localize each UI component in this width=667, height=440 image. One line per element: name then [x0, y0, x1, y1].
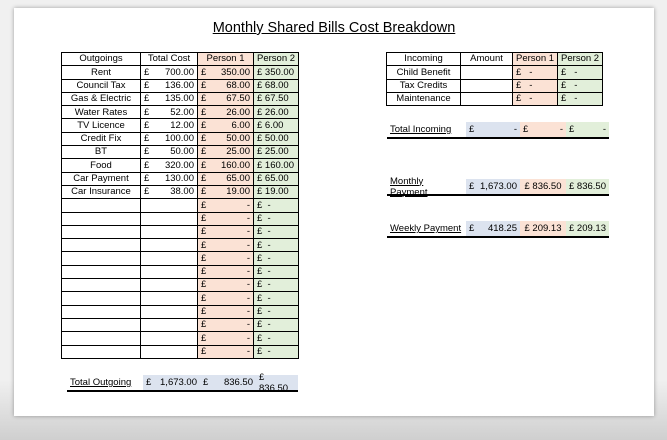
header-amount[interactable]: Amount: [461, 53, 513, 66]
outgoing-person1-cell[interactable]: [198, 305, 254, 318]
total-incoming-label[interactable]: Total Incoming: [390, 124, 452, 135]
outgoing-person1-cell[interactable]: [198, 279, 254, 292]
outgoing-person1-amount: -: [246, 266, 250, 278]
outgoing-person2-cell[interactable]: £ -: [254, 252, 299, 265]
currency-symbol: £: [144, 173, 150, 185]
outgoing-label-cell[interactable]: [62, 305, 141, 318]
incoming-label-cell[interactable]: Child Benefit: [387, 66, 461, 79]
outgoing-total-amount: 700.00: [164, 66, 194, 78]
currency-symbol: £: [201, 186, 207, 198]
outgoing-person2-cell[interactable]: £ -: [254, 345, 299, 358]
outgoing-label-cell[interactable]: Rent: [62, 66, 141, 79]
currency-symbol: £: [201, 66, 207, 78]
outgoing-person1-cell[interactable]: [198, 199, 254, 212]
currency-symbol: £: [201, 332, 207, 344]
total-incoming-value[interactable]: [466, 122, 520, 137]
outgoing-label-cell[interactable]: [62, 239, 141, 252]
weekly-payment-row: [387, 221, 609, 238]
currency-symbol: £: [144, 133, 150, 145]
currency-symbol: £: [469, 223, 475, 234]
currency-symbol: £: [144, 186, 150, 198]
currency-symbol: £: [201, 93, 207, 105]
outgoing-person2-cell[interactable]: £ 67.50: [254, 92, 299, 105]
outgoing-person2-cell[interactable]: £ -: [254, 279, 299, 292]
incoming-amount-cell[interactable]: [461, 79, 513, 92]
outgoing-person1-cell[interactable]: [198, 185, 254, 198]
outgoing-person2-cell[interactable]: £ 6.00: [254, 119, 299, 132]
currency-symbol: £: [144, 159, 150, 171]
outgoing-person1-amount: 19.00: [226, 186, 250, 198]
outgoing-person1-amount: 65.00: [226, 173, 250, 185]
outgoing-person1-amount: 68.00: [226, 79, 250, 91]
outgoing-total-cell[interactable]: [141, 92, 198, 105]
outgoing-total-amount: 130.00: [164, 173, 194, 185]
header-person1[interactable]: Person 1: [513, 53, 558, 66]
total-outgoing-person1[interactable]: [200, 375, 256, 390]
weekly-payment-person2[interactable]: £ 209.13: [566, 221, 609, 236]
outgoing-person1-cell[interactable]: [198, 106, 254, 119]
currency-symbol: £: [144, 106, 150, 118]
page-title: Monthly Shared Bills Cost Breakdown: [212, 20, 456, 36]
outgoing-total-amount: 320.00: [164, 159, 194, 171]
weekly-payment-value[interactable]: [466, 221, 520, 236]
currency-symbol: £: [144, 146, 150, 158]
currency-symbol: £: [201, 212, 207, 224]
incoming-label-cell[interactable]: Maintenance: [387, 92, 461, 105]
currency-symbol: £: [201, 279, 207, 291]
outgoing-label-cell[interactable]: [62, 265, 141, 278]
outgoings-row: [62, 159, 299, 172]
outgoing-label-cell[interactable]: BT: [62, 146, 141, 159]
total-incoming-person2[interactable]: [566, 122, 609, 137]
outgoing-person2-cell[interactable]: £ 26.00: [254, 106, 299, 119]
outgoing-label-cell[interactable]: [62, 212, 141, 225]
outgoing-person1-amount: -: [246, 319, 250, 331]
outgoing-label-cell[interactable]: [62, 345, 141, 358]
currency-symbol: £: [201, 239, 207, 251]
outgoing-label-cell[interactable]: Car Payment: [62, 172, 141, 185]
outgoing-person1-amount: 50.00: [226, 133, 250, 145]
incoming-amount-cell[interactable]: [461, 92, 513, 105]
currency-symbol: £: [201, 133, 207, 145]
outgoing-person1-cell[interactable]: [198, 345, 254, 358]
outgoing-total-cell[interactable]: [141, 318, 198, 331]
outgoing-person1-cell[interactable]: [198, 225, 254, 238]
outgoing-total-cell[interactable]: [141, 292, 198, 305]
monthly-payment-value[interactable]: [466, 179, 520, 194]
header-person1[interactable]: Person 1: [198, 53, 254, 66]
outgoing-label-cell[interactable]: Credit Fix: [62, 132, 141, 145]
outgoings-row: [62, 172, 299, 185]
incoming-person1-cell[interactable]: £ -: [513, 92, 558, 105]
outgoings-row: [62, 92, 299, 105]
outgoing-person1-amount: -: [246, 292, 250, 304]
outgoing-total-cell[interactable]: [141, 172, 198, 185]
outgoing-person2-cell[interactable]: £ 160.00: [254, 159, 299, 172]
outgoing-total-cell[interactable]: [141, 79, 198, 92]
total-incoming-person1-amount: -: [559, 124, 563, 135]
currency-symbol: £: [201, 266, 207, 278]
spreadsheet-page: [14, 8, 654, 416]
outgoing-label-cell[interactable]: TV Licence: [62, 119, 141, 132]
outgoing-total-cell[interactable]: [141, 132, 198, 145]
outgoing-total-amount: 50.00: [170, 146, 194, 158]
currency-symbol: £: [201, 159, 207, 171]
total-outgoing-label[interactable]: Total Outgoing: [70, 377, 132, 388]
header-person2[interactable]: Person 2: [254, 53, 299, 66]
total-incoming-person2-amount: -: [602, 124, 606, 135]
incoming-person1-cell[interactable]: £ -: [513, 79, 558, 92]
currency-symbol: £: [201, 319, 207, 331]
outgoing-person2-cell[interactable]: £ -: [254, 292, 299, 305]
outgoing-person1-cell[interactable]: [198, 172, 254, 185]
outgoing-total-cell[interactable]: [141, 225, 198, 238]
outgoings-row: [62, 185, 299, 198]
outgoing-label-cell[interactable]: [62, 318, 141, 331]
outgoing-person1-amount: -: [246, 279, 250, 291]
outgoing-label-cell[interactable]: [62, 279, 141, 292]
currency-symbol: £: [523, 124, 529, 135]
outgoing-label-cell[interactable]: [62, 292, 141, 305]
monthly-payment-person2[interactable]: £ 836.50: [566, 179, 609, 194]
incoming-person1-cell[interactable]: £ -: [513, 66, 558, 79]
outgoing-person1-amount: 26.00: [226, 106, 250, 118]
outgoing-label-cell[interactable]: Car Insurance: [62, 185, 141, 198]
outgoing-person1-cell[interactable]: [198, 332, 254, 345]
currency-symbol: £: [144, 119, 150, 131]
monthly-payment-person1[interactable]: £ 836.50: [520, 179, 566, 194]
outgoing-total-cell[interactable]: [141, 305, 198, 318]
currency-symbol: £: [144, 93, 150, 105]
outgoings-row: [62, 332, 299, 345]
outgoings-row: [62, 239, 299, 252]
currency-symbol: £: [201, 252, 207, 264]
outgoing-person2-cell[interactable]: £ -: [254, 318, 299, 331]
currency-symbol: £: [569, 124, 575, 135]
header-person2[interactable]: Person 2: [558, 53, 603, 66]
outgoings-header-row: [62, 53, 299, 66]
outgoings-row: [62, 212, 299, 225]
currency-symbol: £: [201, 292, 207, 304]
total-outgoing-amount: 1,673.00: [160, 377, 197, 388]
outgoings-row: [62, 119, 299, 132]
outgoings-row: [62, 225, 299, 238]
outgoing-person1-amount: 67.50: [226, 93, 250, 105]
incoming-row: [387, 92, 603, 105]
outgoing-person1-cell[interactable]: [198, 159, 254, 172]
monthly-payment-label[interactable]: Monthly Payment: [390, 175, 428, 198]
currency-symbol: £: [469, 124, 475, 135]
currency-symbol: £: [201, 146, 207, 158]
outgoing-person1-cell[interactable]: [198, 252, 254, 265]
outgoing-person1-cell[interactable]: [198, 212, 254, 225]
currency-symbol: £: [201, 306, 207, 318]
outgoing-total-amount: 38.00: [170, 186, 194, 198]
outgoings-row: [62, 318, 299, 331]
total-incoming-row: [387, 122, 609, 139]
outgoings-row: [62, 265, 299, 278]
outgoing-total-cell[interactable]: [141, 199, 198, 212]
incoming-person2-cell[interactable]: £ -: [558, 92, 603, 105]
outgoing-person1-amount: 350.00: [220, 66, 250, 78]
outgoing-person1-cell[interactable]: [198, 132, 254, 145]
outgoing-total-cell[interactable]: [141, 159, 198, 172]
outgoing-person1-cell[interactable]: [198, 79, 254, 92]
weekly-payment-person1[interactable]: £ 209.13: [520, 221, 566, 236]
outgoing-person1-amount: -: [246, 345, 250, 357]
monthly-payment-amount: 1,673.00: [480, 181, 517, 192]
currency-symbol: £: [146, 377, 152, 388]
outgoings-row: [62, 199, 299, 212]
outgoing-label-cell[interactable]: Gas & Electric: [62, 92, 141, 105]
outgoings-row: [62, 279, 299, 292]
header-outgoings[interactable]: Outgoings: [62, 53, 141, 66]
header-total-cost[interactable]: Total Cost: [141, 53, 198, 66]
outgoing-person2-cell[interactable]: £ -: [254, 305, 299, 318]
currency-symbol: £: [203, 377, 209, 388]
outgoings-row: [62, 106, 299, 119]
outgoing-person2-cell[interactable]: £ 25.00: [254, 146, 299, 159]
currency-symbol: £: [201, 79, 207, 91]
currency-symbol: £: [144, 66, 150, 78]
outgoing-total-cell[interactable]: [141, 252, 198, 265]
outgoing-total-amount: 52.00: [170, 106, 194, 118]
outgoing-person2-cell[interactable]: £ 350.00: [254, 66, 299, 79]
outgoing-person1-amount: 160.00: [220, 159, 250, 171]
incoming-amount-cell[interactable]: [461, 66, 513, 79]
outgoing-person1-amount: 25.00: [226, 146, 250, 158]
outgoing-label-cell[interactable]: [62, 252, 141, 265]
total-outgoing-value[interactable]: [143, 375, 200, 390]
outgoing-total-cell[interactable]: [141, 146, 198, 159]
outgoing-person2-cell[interactable]: £ -: [254, 225, 299, 238]
outgoing-person1-cell[interactable]: [198, 265, 254, 278]
outgoing-total-amount: 100.00: [164, 133, 194, 145]
total-outgoing-person1-amount: 836.50: [223, 377, 253, 388]
incoming-header-row: [387, 53, 603, 66]
outgoing-person1-cell[interactable]: [198, 119, 254, 132]
outgoing-total-cell[interactable]: [141, 106, 198, 119]
total-outgoing-row: [67, 371, 298, 394]
header-incoming[interactable]: Incoming: [387, 53, 461, 66]
outgoing-person2-cell[interactable]: £ -: [254, 265, 299, 278]
outgoing-person2-cell[interactable]: £ 65.00: [254, 172, 299, 185]
outgoing-person1-amount: -: [246, 252, 250, 264]
outgoing-person1-amount: -: [246, 199, 250, 211]
currency-symbol: £: [201, 106, 207, 118]
outgoing-total-cell[interactable]: [141, 239, 198, 252]
outgoing-person1-cell[interactable]: [198, 292, 254, 305]
monthly-payment-row: [387, 175, 609, 198]
outgoings-table: [61, 52, 299, 359]
currency-symbol: £: [201, 173, 207, 185]
outgoing-label-cell[interactable]: Food: [62, 159, 141, 172]
outgoing-person1-cell[interactable]: [198, 146, 254, 159]
outgoing-total-amount: 136.00: [164, 79, 194, 91]
total-outgoing-person2[interactable]: £ 836.50: [256, 375, 298, 390]
outgoing-person1-cell[interactable]: [198, 92, 254, 105]
outgoings-row: [62, 146, 299, 159]
incoming-table: [386, 52, 603, 106]
incoming-row: [387, 66, 603, 79]
outgoing-total-cell[interactable]: [141, 345, 198, 358]
outgoing-person2-cell[interactable]: £ 68.00: [254, 79, 299, 92]
currency-symbol: £: [201, 345, 207, 357]
outgoing-total-amount: 12.00: [170, 119, 194, 131]
outgoing-person2-cell[interactable]: £ 50.00: [254, 132, 299, 145]
outgoing-total-cell[interactable]: [141, 212, 198, 225]
outgoing-total-cell[interactable]: [141, 265, 198, 278]
outgoing-total-cell[interactable]: [141, 279, 198, 292]
weekly-payment-label[interactable]: Weekly Payment: [390, 223, 462, 234]
outgoing-person2-cell[interactable]: £ -: [254, 332, 299, 345]
outgoings-row: [62, 252, 299, 265]
outgoings-row: [62, 292, 299, 305]
outgoing-total-cell[interactable]: [141, 66, 198, 79]
outgoings-row: [62, 345, 299, 358]
outgoing-person1-amount: -: [246, 212, 250, 224]
currency-symbol: £: [144, 79, 150, 91]
currency-symbol: £: [469, 181, 475, 192]
outgoing-person1-cell[interactable]: [198, 318, 254, 331]
outgoing-total-cell[interactable]: [141, 332, 198, 345]
incoming-person2-cell[interactable]: £ -: [558, 66, 603, 79]
outgoing-person2-cell[interactable]: £ -: [254, 212, 299, 225]
outgoing-label-cell[interactable]: Council Tax: [62, 79, 141, 92]
currency-symbol: £: [201, 119, 207, 131]
outgoings-row: [62, 66, 299, 79]
total-incoming-amount: -: [513, 124, 517, 135]
weekly-payment-amount: 418.25: [487, 223, 517, 234]
incoming-row: [387, 79, 603, 92]
incoming-label-cell[interactable]: Tax Credits: [387, 79, 461, 92]
outgoing-total-amount: 135.00: [164, 93, 194, 105]
outgoing-total-cell[interactable]: [141, 185, 198, 198]
outgoing-person1-amount: -: [246, 226, 250, 238]
currency-symbol: £: [201, 199, 207, 211]
total-incoming-person1[interactable]: [520, 122, 566, 137]
outgoings-row: [62, 305, 299, 318]
outgoing-label-cell[interactable]: Water Rates: [62, 106, 141, 119]
outgoing-label-cell[interactable]: [62, 225, 141, 238]
outgoing-person1-amount: -: [246, 239, 250, 251]
outgoing-person2-cell[interactable]: £ -: [254, 199, 299, 212]
outgoings-row: [62, 132, 299, 145]
outgoing-person1-amount: 6.00: [231, 119, 250, 131]
outgoing-total-cell[interactable]: [141, 119, 198, 132]
outgoing-person1-cell[interactable]: [198, 66, 254, 79]
incoming-person2-cell[interactable]: £ -: [558, 79, 603, 92]
outgoing-label-cell[interactable]: [62, 332, 141, 345]
outgoing-person1-amount: -: [246, 306, 250, 318]
outgoing-person2-cell[interactable]: £ 19.00: [254, 185, 299, 198]
outgoing-person1-cell[interactable]: [198, 239, 254, 252]
currency-symbol: £: [201, 226, 207, 238]
outgoings-row: [62, 79, 299, 92]
outgoing-label-cell[interactable]: [62, 199, 141, 212]
outgoing-person1-amount: -: [246, 332, 250, 344]
outgoing-person2-cell[interactable]: £ -: [254, 239, 299, 252]
